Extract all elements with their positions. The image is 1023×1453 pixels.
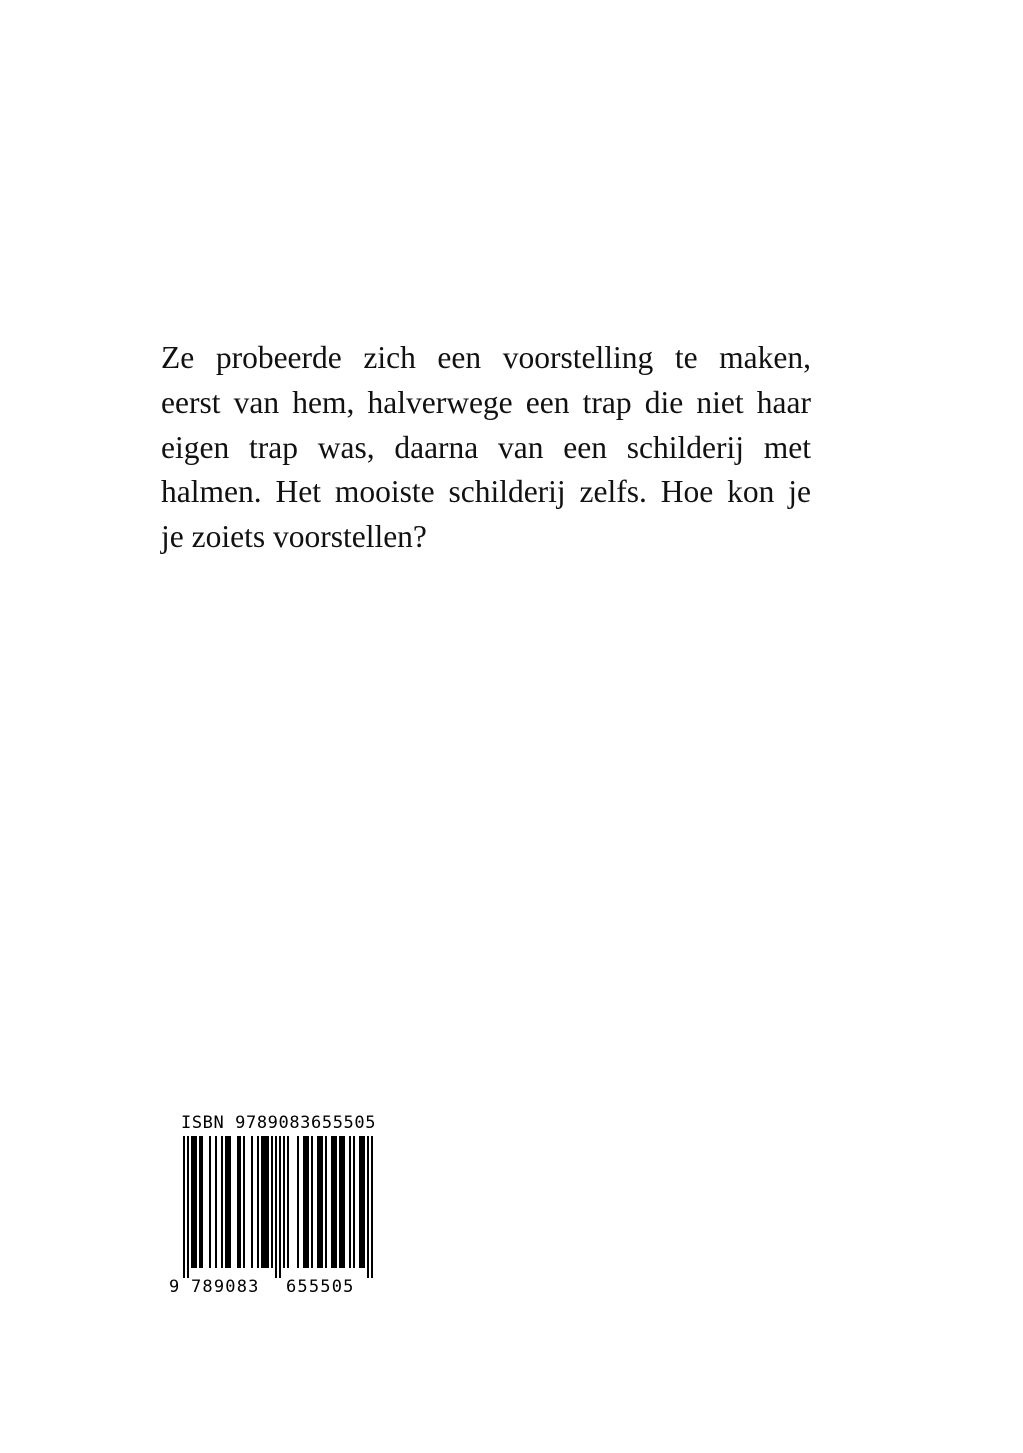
barcode-bar <box>243 1136 245 1268</box>
barcode-guard-bar <box>371 1136 373 1278</box>
barcode-bar <box>359 1136 365 1268</box>
barcode-bar <box>225 1136 231 1268</box>
barcode-bar <box>339 1136 345 1268</box>
barcode-bar <box>331 1136 337 1268</box>
barcode-bars <box>169 1136 387 1288</box>
barcode-bar <box>271 1136 273 1268</box>
isbn-barcode <box>169 1113 387 1299</box>
blurb-line: Ze probeerde zich een voorstelling te maken, <box>161 340 811 375</box>
barcode-bar <box>303 1136 309 1268</box>
barcode-bar <box>221 1136 223 1268</box>
blurb-line: eerst van hem, halverwege een trap die niet haar <box>161 384 811 420</box>
barcode-bar <box>349 1136 351 1268</box>
barcode-bar <box>283 1136 285 1268</box>
barcode-bar <box>317 1136 323 1268</box>
barcode-bar <box>237 1136 241 1268</box>
barcode-bar <box>215 1136 217 1268</box>
barcode-bar <box>199 1136 203 1268</box>
barcode-digits-left: 789083 <box>191 1277 260 1297</box>
blurb-line: eigen trap was, daarna van een schilderij met <box>161 429 811 465</box>
barcode-bar <box>251 1136 253 1268</box>
barcode-guard-bar <box>367 1136 369 1278</box>
blurb-text <box>161 336 811 560</box>
barcode-guard-bar <box>275 1136 277 1278</box>
barcode-guard-bar <box>279 1136 281 1278</box>
barcode-bar <box>287 1136 289 1268</box>
barcode-bar <box>261 1136 269 1268</box>
barcode-bar <box>191 1136 197 1268</box>
barcode-guard-bar <box>187 1136 189 1278</box>
barcode-bar <box>257 1136 259 1268</box>
barcode-bar <box>311 1136 313 1268</box>
barcode-digit-first: 9 <box>169 1277 181 1297</box>
barcode-bar <box>209 1136 211 1268</box>
barcode-bar <box>353 1136 355 1268</box>
barcode-bar <box>325 1136 327 1268</box>
blurb-line: je zoiets voorstellen? <box>161 519 427 555</box>
isbn-label: ISBN 9789083655505 <box>181 1113 377 1133</box>
barcode-bar <box>297 1136 299 1268</box>
barcode-digits-right: 655505 <box>286 1277 355 1297</box>
blurb-line: halmen. Het mooiste schilderij zelfs. Hoe kon je <box>161 474 811 510</box>
barcode-guard-bar <box>183 1136 185 1278</box>
